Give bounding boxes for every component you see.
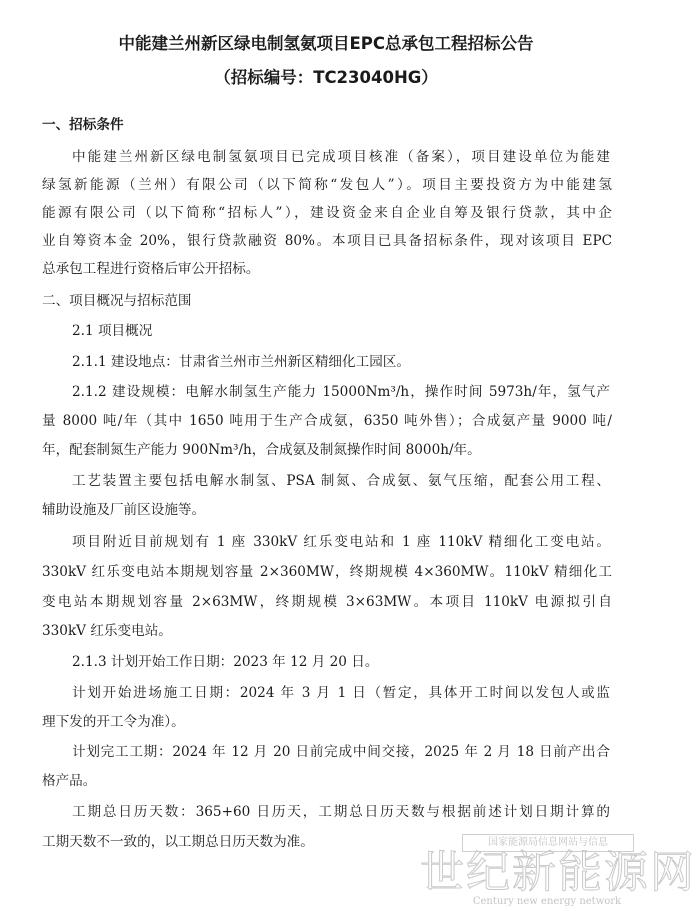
paragraph-line: 工艺装置主要包括电解水制氢、PSA 制氮、合成氨、氨气压缩，配套公用工程、 bbox=[72, 473, 610, 489]
paragraph-line: 项目附近目前规划有 1 座 330kV 红乐变电站和 1 座 110kV 精细化工变电站。 bbox=[72, 534, 610, 550]
paragraph-line: 330kV 红乐变电站本期规划容量 2×360MW，终期规模 4×360MW。110kV 精细化工 bbox=[42, 564, 612, 580]
paragraph-line: 2.1.2 建设规模：电解水制氢生产能力 15000Nm³/h，操作时间 5973h/年，氢气产 bbox=[72, 384, 610, 400]
paragraph-line: 绿氢新能源（兰州）有限公司（以下简称“发包人”）。项目主要投资方为中能建氢 bbox=[42, 177, 612, 193]
watermark-logo: 世纪新能源网 bbox=[420, 847, 696, 898]
watermark-subtitle: Century new energy network bbox=[472, 896, 622, 907]
paragraph-line: 业自筹资本金 20%，银行贷款融资 80%。本项目已具备招标条件，现对该项目 EPC bbox=[42, 233, 612, 249]
paragraph-line: 量 8000 吨/年（其中 1650 吨用于生产合成氨，6350 吨外售）；合成氨产量 9000 吨/ bbox=[42, 413, 612, 429]
watermark-caption-box: 国家能源局信息网站与信息 bbox=[462, 834, 634, 852]
section-heading: 二、项目概况与招标范围 bbox=[42, 293, 192, 309]
paragraph-line: 变电站本期规划容量 2×63MW，终期规模 3×63MW。本项目 110kV 电源拟引自 bbox=[42, 594, 612, 610]
paragraph-line: 2.1.1 建设地点：甘肃省兰州市兰州新区精细化工园区。 bbox=[72, 354, 410, 370]
paragraph-line: 330kV 红乐变电站。 bbox=[42, 623, 172, 639]
document-title: 中能建兰州新区绿电制氢氨项目EPC总承包工程招标公告 bbox=[118, 34, 534, 53]
paragraph-line: 2.1.3 计划开始工作日期：2023 年 12 月 20 日。 bbox=[72, 654, 379, 670]
paragraph-line: 理下发的开工令为准）。 bbox=[42, 714, 185, 730]
paragraph-line: 工期天数不一致的，以工期总日历天数为准。 bbox=[42, 834, 314, 850]
paragraph-line: 年，配套制氮生产能力 900Nm³/h，合成氨及制氮操作时间 8000h/年。 bbox=[42, 442, 481, 458]
paragraph-line: 计划完工工期：2024 年 12 月 20 日前完成中间交接，2025 年 2 月 18 日前产出合 bbox=[72, 744, 610, 760]
section-heading: 一、招标条件 bbox=[42, 117, 124, 133]
paragraph-line: 辅助设施及厂前区设施等。 bbox=[42, 502, 206, 518]
paragraph-line: 计划开始进场施工日期：2024 年 3 月 1 日（暂定，具体开工时间以发包人或监 bbox=[72, 685, 610, 701]
paragraph-line: 中能建兰州新区绿电制氢氨项目已完成项目核准（备案），项目建设单位为能建 bbox=[72, 149, 610, 165]
paragraph-line: 工期总日历天数：365+60 日历天，工期总日历天数与根据前述计划日期计算的 bbox=[72, 804, 610, 820]
paragraph-line: 格产品。 bbox=[42, 773, 97, 789]
paragraph-line: 总承包工程进行资格后审公开招标。 bbox=[42, 261, 260, 277]
subsection-heading: 2.1 项目概况 bbox=[72, 323, 153, 339]
paragraph-line: 能源有限公司（以下简称“招标人”），建设资金来自企业自筹及银行贷款，其中企 bbox=[42, 205, 612, 221]
tender-number: （招标编号：TC23040HG） bbox=[214, 68, 438, 87]
